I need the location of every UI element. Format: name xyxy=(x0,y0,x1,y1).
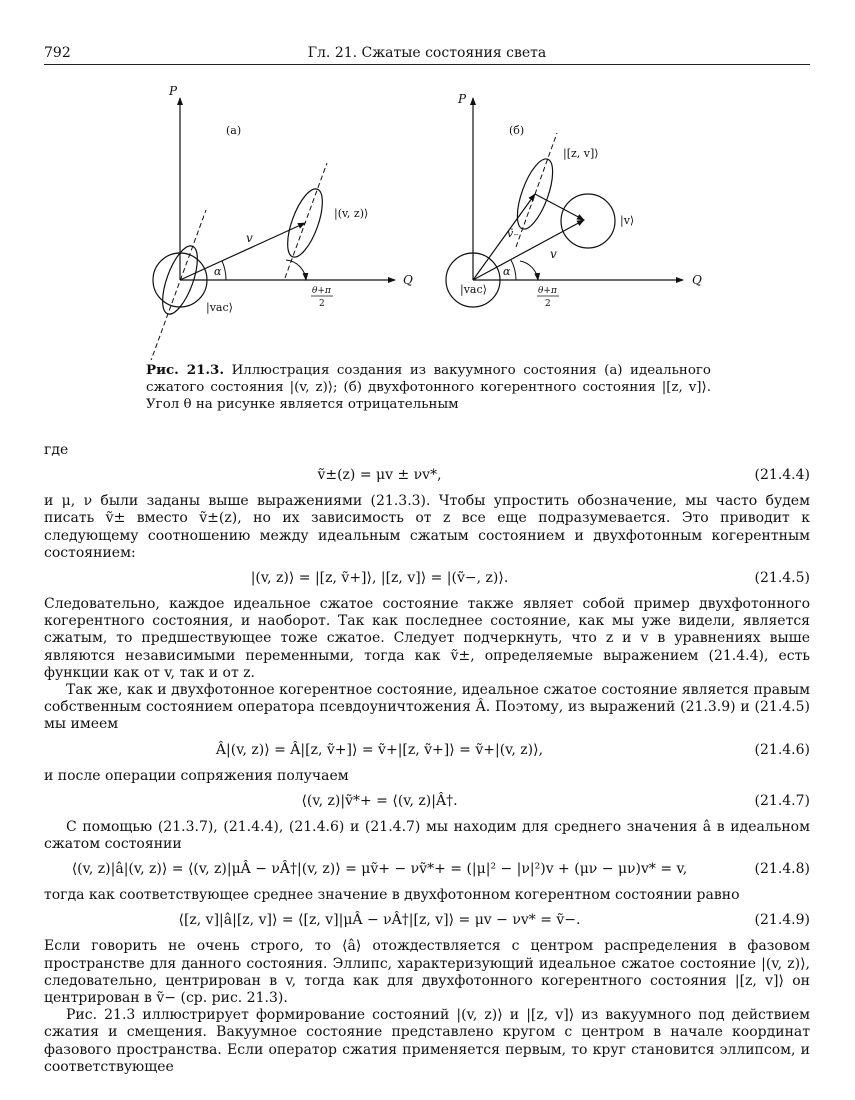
paragraph: тогда как соответствующее среднее значение в двухфотонном когерентном состоянии равно xyxy=(44,887,740,904)
panel-b-displacement-arrow xyxy=(535,194,584,220)
panel-a-q-label: Q xyxy=(403,273,413,287)
panel-a-vacuum-label: |vac⟩ xyxy=(206,301,233,314)
panel-b-state-label: |[z, v]⟩ xyxy=(563,147,599,160)
panel-b-vector-v xyxy=(473,220,584,280)
equation-21-4-9 xyxy=(44,906,810,936)
paragraph: Если говорить не очень строго, то ⟨â⟩ отождествляется с центром распределения в фазовом пространстве для данного состояния. Эллипс, характеризующий идеальное сжатое состояние |(v, z)⟩, следовательно, центрирован в v, тогда как для двухфотонного когерентного состояния |[z, v]⟩ он центрирован в ṽ− (ср. рис. 21.3). xyxy=(44,938,810,1007)
equation-21-4-8 xyxy=(44,855,810,885)
equation-number: (21.4.5) xyxy=(754,570,810,587)
equation-body: |(v, z)⟩ = |[z, ṽ+]⟩, |[z, v]⟩ = |(ṽ−, z)⟩. xyxy=(250,570,509,587)
panel-b-p-label: P xyxy=(458,92,467,106)
equation-21-4-5 xyxy=(44,564,810,594)
equation-number: (21.4.4) xyxy=(754,467,810,484)
panel-b-vacuum-label: |vac⟩ xyxy=(460,283,487,296)
panel-b-v-label: v xyxy=(550,247,557,261)
panel-b-coherent-circle xyxy=(561,194,615,248)
equation-body: ṽ±(z) = μv ± νv*, xyxy=(317,467,442,484)
running-title: Гл. 21. Сжатые состояния света xyxy=(307,45,547,61)
paragraph: и после операции сопряжения получаем xyxy=(44,767,349,784)
panel-a-theta-denominator: 2 xyxy=(319,299,325,309)
caption-label: Рис. 21.3. xyxy=(146,362,225,378)
paragraph: С помощью (21.3.7), (21.4.4), (21.4.6) и (21.4.7) мы находим для среднего значения â в идеальном сжатом состоянии xyxy=(44,818,810,853)
panel-b-theta-arc xyxy=(520,261,538,280)
panel-a xyxy=(150,84,413,360)
figure-21-3-drawing xyxy=(140,80,720,360)
equation-body: Â|(v, z)⟩ = Â|[z, ṽ+]⟩ = ṽ+|[z, ṽ+]⟩ = ṽ+|(v, z)⟩, xyxy=(215,741,544,758)
equation-body: ⟨(v, z)|â|(v, z)⟩ = ⟨(v, z)|μÂ − νÂ†|(v, z)⟩ = μṽ+ − νṽ*+ = (|μ|² − |ν|²)v + (μν − μν)v* = v, xyxy=(71,861,688,878)
equation-body: ⟨(v, z)|ṽ*+ = ⟨(v, z)|Â†. xyxy=(301,792,458,809)
page-number: 792 xyxy=(44,45,71,61)
panel-b-alpha-label: α xyxy=(503,265,511,278)
panel-a-p-label: P xyxy=(169,84,178,98)
panel-a-state-label: |(v, z)⟩ xyxy=(334,207,369,220)
panel-a-vector-v xyxy=(180,223,305,280)
panel-a-dashed-axis-origin xyxy=(150,210,206,360)
figure-caption xyxy=(146,362,711,413)
equation-21-4-6 xyxy=(44,736,810,766)
equation-number: (21.4.7) xyxy=(754,792,810,809)
paragraph-where: где xyxy=(44,442,69,458)
equation-21-4-7 xyxy=(44,787,810,817)
panel-b-coherent-label: |v⟩ xyxy=(620,214,635,227)
panel-b-label: (б) xyxy=(509,124,525,137)
equation-body: ⟨[z, v]|â|[z, v]⟩ = ⟨[z, v]|μÂ − νÂ†|[z, v]⟩ = μv − νv* = ṽ−. xyxy=(178,912,581,929)
panel-b-q-label: Q xyxy=(692,273,702,287)
panel-b-theta-label: θ+π xyxy=(538,286,557,296)
panel-b-alpha-arc xyxy=(511,260,516,280)
equation-number: (21.4.9) xyxy=(754,912,810,929)
equation-21-4-4 xyxy=(44,461,810,491)
paragraph: Рис. 21.3 иллюстрирует формирование состояний |(v, z)⟩ и |[z, v]⟩ из вакуумного под действием сжатия и смещения. Вакуумное состояние представлено кругом с центром в начале координат фазового пространства. Если оператор сжатия применяется первым, то круг становится эллипсом, и соответствующее xyxy=(44,1007,810,1075)
panel-b-theta-denominator: 2 xyxy=(545,299,551,309)
panel-a-label: (а) xyxy=(226,124,242,137)
page-header xyxy=(44,42,810,65)
figure-21-3 xyxy=(140,80,720,360)
paragraph: Следовательно, каждое идеальное сжатое состояние также являет собой пример двухфотонного когерентного состояния, и наоборот. Так как последнее состояние, как мы уже видели, является сжатым, то предшествующее тоже сжатое. Следует подчеркнуть, что z и v в уравнениях выше являются независимыми переменными, тогда как ṽ±, определяемые выражением (21.4.4), есть функции как от v, так и от z. xyxy=(44,596,810,681)
panel-a-theta-arc xyxy=(286,260,306,280)
panel-b xyxy=(446,92,702,309)
panel-a-theta-label: θ+π xyxy=(312,286,331,296)
panel-a-alpha-arc xyxy=(222,261,226,280)
panel-b-v-minus-label: ṽ₋ xyxy=(507,227,520,240)
panel-a-alpha-label: α xyxy=(214,265,222,278)
panel-a-v-label: v xyxy=(246,231,253,245)
equation-number: (21.4.6) xyxy=(754,741,810,758)
paragraph: и μ, ν были заданы выше выражениями (21.3.3). Чтобы упростить обозначение, мы часто будем писать ṽ± вместо ṽ±(z), но их зависимость от z все еще подразумевается. Это приводит к следующему соотношению между идеальным сжатым состоянием и двухфотонным когерентным состоянием: xyxy=(44,493,810,561)
paragraph: Так же, как и двухфотонное когерентное состояние, идеальное сжатое состояние является правым собственным состоянием оператора псевдоуничтожения Â. Поэтому, из выражений (21.3.9) и (21.4.5) мы имеем xyxy=(44,682,810,733)
caption-text: Иллюстрация создания из вакуумного состояния (а) идеального сжатого состояния |(v, z)⟩; (б) двухфотонного когерентного состояния |[z, v]⟩. Угол θ на рисунке является отрицательным xyxy=(146,363,711,412)
body-text xyxy=(44,442,810,1076)
equation-number: (21.4.8) xyxy=(754,861,810,878)
